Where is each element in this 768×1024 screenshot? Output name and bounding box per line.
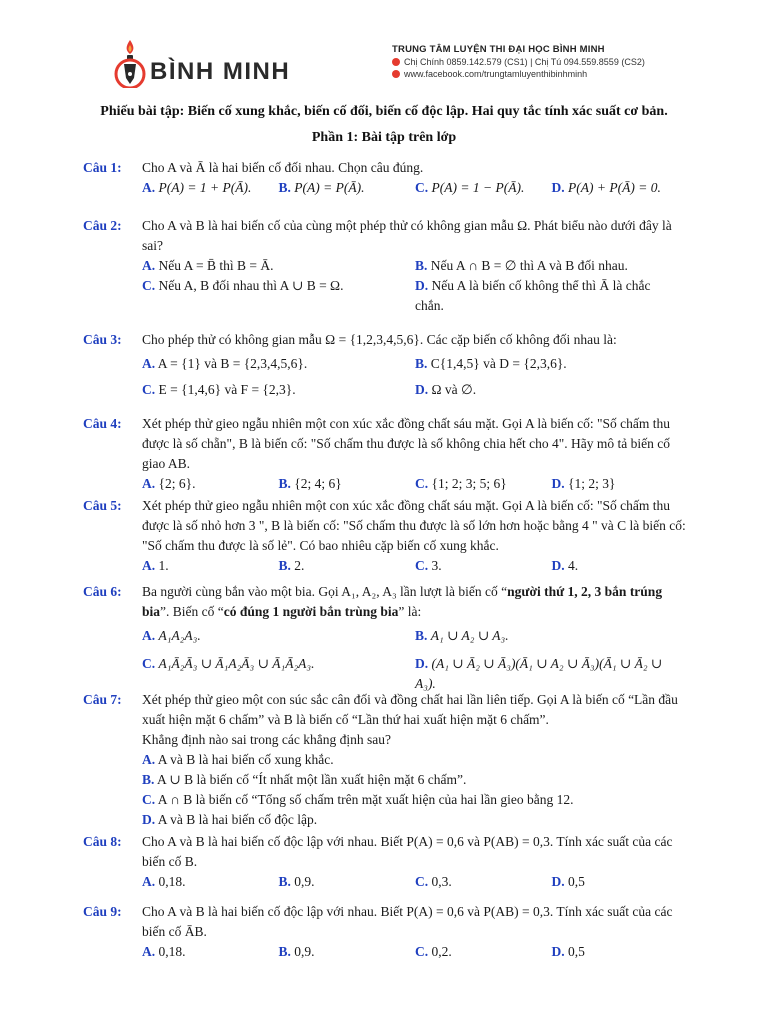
facebook-icon	[392, 70, 400, 78]
option-d[interactable]: D. (A₁ ∪ Ā₂ ∪ Ā₃)(Ā₁ ∪ A₂ ∪ Ā₃)(Ā₁ ∪ Ā₂ ∪ A₃).	[415, 656, 663, 691]
worksheet-title: Phiếu bài tập: Biến cố xung khắc, biến cố đối, biến cố độc lập. Hai quy tắc tính xác suất cơ bản.	[100, 104, 668, 119]
question-text: Xét phép thử gieo ngẫu nhiên một con xúc xắc đồng chất sáu mặt. Gọi A là biến cố: "Số chấm thu được là số nhỏ hơn 3 ", B là biến cố: "Số chấm thu được là số lớn hơn hoặc bằng 4 " và C là biến cố: "Số chấm thu được là số lẻ". Có bao nhiêu cặp biến cố xung khắc.	[142, 498, 686, 553]
option-a[interactable]: A. Nếu A = B̄ thì B = Ā.	[142, 258, 274, 273]
options	[142, 654, 688, 694]
option-b[interactable]: B. P(A) = P(Ā).	[278, 180, 365, 195]
question-label: Câu 7:	[83, 692, 122, 707]
options	[142, 474, 688, 494]
option-a[interactable]: A. P(A) = 1 + P(Ā).	[142, 180, 252, 195]
question-prompt: Khẳng định nào sai trong các khẳng định sau?	[142, 732, 391, 747]
option-b[interactable]: B. Nếu A ∩ B = ∅ thì A và B đối nhau.	[415, 258, 628, 273]
location-icon	[392, 58, 400, 66]
option-d[interactable]: D. Ω và ∅.	[415, 382, 477, 397]
option-d[interactable]: D. P(A) + P(Ā) = 0.	[551, 180, 661, 195]
question-label: Câu 4:	[83, 416, 122, 431]
question-label: Câu 2:	[83, 218, 122, 233]
options	[142, 770, 688, 790]
page-header	[0, 0, 768, 100]
option-d[interactable]: D. Nếu A là biến cố không thể thì Ā là chắc chắn.	[415, 278, 651, 313]
options	[142, 790, 688, 810]
logo	[112, 36, 302, 88]
option-a[interactable]: A. A₁A₂A₃.	[142, 628, 201, 643]
option-a[interactable]: A. 0,18.	[142, 944, 186, 959]
option-b[interactable]: B. 2.	[278, 558, 305, 573]
question-text: Cho A và B là hai biến cố độc lập với nhau. Biết P(A) = 0,6 và P(AB) = 0,3. Tính xác suất của các biến cố B.	[142, 834, 673, 869]
option-c[interactable]: C. A₁Ā₂Ā₃ ∪ Ā₁A₂Ā₃ ∪ Ā₁Ā₂A₃.	[142, 656, 315, 671]
option-a[interactable]: A. 1.	[142, 558, 169, 573]
phone-line	[392, 57, 645, 67]
section-heading: Phần 1: Bài tập trên lớp	[311, 130, 457, 145]
question-text: Ba người cùng bắn vào một bia. Gọi A₁, A₂, A₃ lần lượt là biến cố “người thứ 1, 2, 3 bắn trúng bia”. Biến cố “có đúng 1 người bắn trùng bia” là:	[142, 584, 663, 619]
question-2	[83, 216, 688, 316]
option-a[interactable]: A. 0,18.	[142, 874, 186, 889]
option-a[interactable]: A. A và B là hai biến cố xung khắc.	[142, 752, 334, 767]
question-label: Câu 8:	[83, 834, 122, 849]
center-name: TRUNG TÂM LUYỆN THI ĐẠI HỌC BÌNH MINH	[392, 44, 605, 55]
option-c[interactable]: C. 0,2.	[415, 944, 452, 959]
question-4	[83, 414, 688, 494]
options	[142, 942, 688, 962]
option-b[interactable]: B. 0,9.	[278, 944, 315, 959]
question-text: Xét phép thử gieo một con súc sắc cân đối và đồng chất hai lần liên tiếp. Gọi A là biến cố “Lần đầu xuất hiện mặt 6 chấm” và B là biến cố “Lần thứ hai xuất hiện mặt 6 chấm”.	[142, 692, 678, 727]
options	[142, 380, 688, 400]
option-c[interactable]: C. 3.	[415, 558, 442, 573]
options	[142, 256, 688, 276]
question-text: Cho A và B là hai biến cố độc lập với nhau. Biết P(A) = 0,6 và P(AB) = 0,3. Tính xác suất của các biến cố ĀB.	[142, 904, 673, 939]
option-b[interactable]: B. {2; 4; 6}	[278, 476, 342, 491]
option-b[interactable]: B. 0,9.	[278, 874, 315, 889]
question-label: Câu 6:	[83, 584, 122, 599]
question-label: Câu 5:	[83, 498, 122, 513]
brand-name: BÌNH MINH	[150, 58, 291, 85]
question-text: Xét phép thử gieo ngẫu nhiên một con xúc xắc đồng chất sáu mặt. Gọi A là biến cố: "Số chấm thu được là số chẵn", B là biến cố: "Số chấm thu được là số không chia hết cho 4". Hãy mô tả biến cố giao AB.	[142, 416, 670, 471]
option-c[interactable]: C. 0,3.	[415, 874, 452, 889]
question-text: Cho A và B là hai biến cố của cùng một phép thử có không gian mẫu Ω. Phát biểu nào dưới đây là sai?	[142, 218, 672, 253]
option-c[interactable]: C. A ∩ B là biến cố “Tổng số chấm trên mặt xuất hiện của hai lần gieo bằng 12.	[142, 792, 574, 807]
options	[142, 178, 688, 198]
options	[142, 276, 688, 316]
options	[142, 810, 688, 830]
question-label: Câu 1:	[83, 160, 122, 175]
question-5	[83, 496, 688, 576]
option-d[interactable]: D. 0,5	[551, 874, 585, 889]
facebook-link[interactable]: www.facebook.com/trungtamluyenthibinhminh	[404, 69, 588, 79]
question-label: Câu 3:	[83, 332, 122, 347]
question-text: Cho phép thử có không gian mẫu Ω = {1,2,3,4,5,6}. Các cặp biến cố không đối nhau là:	[142, 332, 617, 347]
question-1	[83, 158, 688, 198]
options	[142, 556, 688, 576]
phone-text: Chị Chính 0859.142.579 (CS1) | Chị Tú 094.559.8559 (CS2)	[404, 57, 645, 67]
option-d[interactable]: D. 0,5	[551, 944, 585, 959]
options	[142, 872, 688, 892]
question-label: Câu 9:	[83, 904, 122, 919]
option-c[interactable]: C. E = {1,4,6} và F = {2,3}.	[142, 382, 296, 397]
option-b[interactable]: B. A₁ ∪ A₂ ∪ A₃.	[415, 628, 509, 643]
question-7	[83, 690, 688, 830]
option-b[interactable]: B. C{1,4,5} và D = {2,3,6}.	[415, 356, 567, 371]
center-info	[392, 44, 645, 79]
option-d[interactable]: D. 4.	[551, 558, 579, 573]
question-6	[83, 582, 688, 694]
pen-flame-logo-icon	[112, 36, 148, 88]
option-b[interactable]: B. A ∪ B là biến cố “Ít nhất một lần xuất hiện mặt 6 chấm”.	[142, 772, 467, 787]
option-a[interactable]: A. {2; 6}.	[142, 476, 196, 491]
option-d[interactable]: D. {1; 2; 3}	[551, 476, 616, 491]
option-c[interactable]: C. {1; 2; 3; 5; 6}	[415, 476, 507, 491]
option-c[interactable]: C. P(A) = 1 − P(Ā).	[415, 180, 525, 195]
option-c[interactable]: C. Nếu A, B đối nhau thì A ∪ B = Ω.	[142, 278, 344, 293]
options	[142, 626, 688, 646]
facebook-line[interactable]	[392, 69, 645, 79]
question-9	[83, 902, 688, 962]
question-3	[83, 330, 688, 400]
options	[142, 750, 688, 770]
option-a[interactable]: A. A = {1} và B = {2,3,4,5,6}.	[142, 356, 308, 371]
question-8	[83, 832, 688, 892]
question-text: Cho A và Ā là hai biến cố đối nhau. Chọn câu đúng.	[142, 160, 424, 175]
option-d[interactable]: D. A và B là hai biến cố độc lập.	[142, 812, 318, 827]
options	[142, 354, 688, 374]
